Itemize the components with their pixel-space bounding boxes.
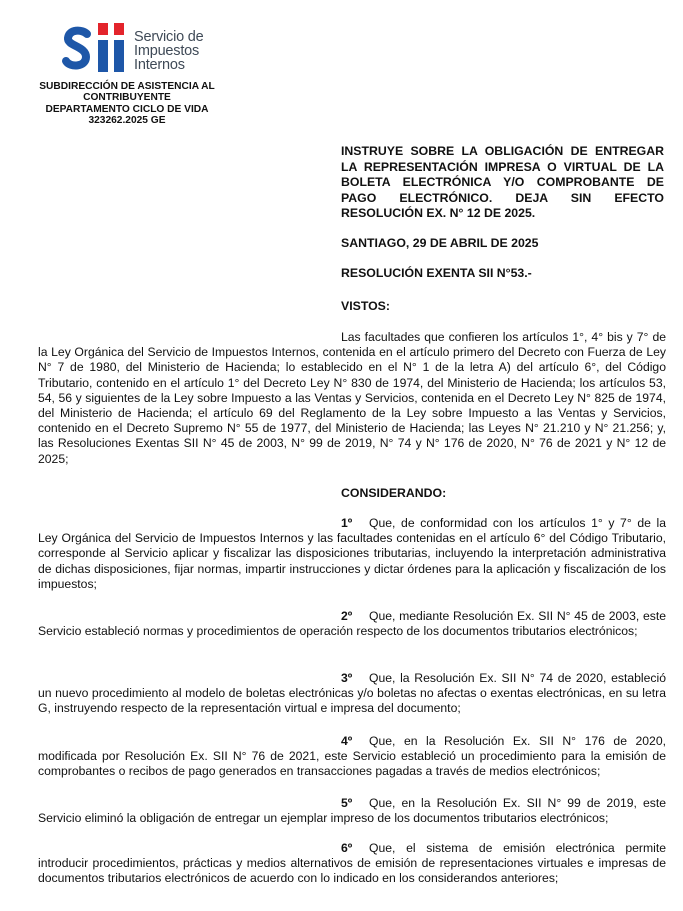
logo-text-line: Servicio de: [134, 29, 204, 45]
vistos-paragraph: Las facultades que confieren los artículos 1°, 4° bis y 7° de la Ley Orgánica del Servicio de Impuestos Internos, contenida en el artículo primero del Decreto con Fuerza de Ley N° 7 de 1980, del Ministerio de Hacienda; lo establecido en el N° 1 de la letra A) del artículo 6°, del Código Tributario, contenido en el artículo 1° del Decreto Ley N° 830 de 1974, del Ministerio de Hacienda; los artículos 53, 54, 56 y siguientes de la Ley sobre Impuesto a las Ventas y Servicios, contenida en el Decreto Ley N° 825 de 1974, del Ministerio de Hacienda; el artículo 69 del Reglamento de la Ley sobre Impuesto a las Ventas y Servicios, contenido en el Decreto Supremo N° 55 de 1977, del Ministerio de Hacienda; las Leyes N° 21.210 y N° 21.256; y, las Resoluciones Exentas SII N° 45 de 2003, N° 99 de 2019, N° 74 y N° 176 de 2020, N° 76 de 2021 y N° 12 de 2025;: [38, 330, 666, 466]
item-text: Que, mediante Resolución Ex. SII N° 45 de 2003, este Servicio estableció normas y procedimientos de operación respecto de los documentos tributarios electrónicos;: [38, 609, 666, 639]
item-number: 2º: [341, 609, 353, 623]
document-code: 323262.2025 GE: [88, 115, 166, 127]
considerando-item: [38, 609, 666, 639]
item-text: Que, de conformidad con los artículos 1° y 7° de la Ley Orgánica del Servicio de Impuestos Internos y las facultades contenidas en el artículo 6° del Código Tributario, corresponde al Servicio aplicar y fiscalizar las disposiciones tributarias, incluyendo la interpretación administrativa de dichas disposiciones, fijar normas, impartir instrucciones y dictar órdenes para la aplicación y fiscalización de los impuestos;: [38, 516, 666, 591]
item-text: Que, en la Resolución Ex. SII N° 99 de 2019, este Servicio eliminó la obligación de entregar un ejemplar impreso de los documentos tributarios electrónicos;: [38, 796, 666, 826]
sii-logo-mark: [60, 20, 130, 78]
item-text: Que, en la Resolución Ex. SII N° 176 de 2020, modificada por Resolución Ex. SII N° 76 de 2021, este Servicio estableció un procedimiento para la emisión de comprobantes o recibos de pago generados en transacciones pagadas a través de medios electrónicos;: [38, 734, 666, 779]
considerando-item: [38, 671, 666, 717]
item-text: Que, el sistema de emisión electrónica permite introducir procedimientos, prácticas y medios alternativos de emisión de representaciones virtuales e impresas de documentos tributarios electrónicos de acuerdo con lo indicado en los considerandos anteriores;: [38, 841, 666, 886]
department-block: [22, 81, 232, 127]
item-number: 1º: [341, 516, 353, 530]
logo-text-line: Impuestos: [134, 43, 200, 59]
department-line: SUBDIRECCIÓN DE ASISTENCIA AL: [39, 81, 215, 92]
item-text: Que, la Resolución Ex. SII N° 74 de 2020, estableció un nuevo procedimiento al modelo de boletas electrónicas y/o boletas no afectas o exentas electrónicas, en su letra G, instruyendo respecto de la representación virtual e impresa del documento;: [38, 671, 666, 716]
considerando-item: [38, 796, 666, 826]
resolution-number: RESOLUCIÓN EXENTA SII N°53.-: [341, 266, 532, 280]
considerando-item: [38, 516, 666, 592]
item-number: 3º: [341, 671, 353, 685]
department-line: DEPARTAMENTO CICLO DE VIDA: [45, 103, 209, 115]
considerando-item: [38, 734, 666, 780]
vistos-heading: VISTOS:: [341, 299, 390, 313]
item-number: 4º: [341, 734, 353, 748]
resolution-title: INSTRUYE SOBRE LA OBLIGACIÓN DE ENTREGAR LA REPRESENTACIÓN IMPRESA O VIRTUAL DE LA BOLETA ELECTRÓNICA Y/O COMPROBANTE DE PAGO ELECTRÓNICO. DEJA SIN EFECTO RESOLUCIÓN EX. N° 12 DE 2025.: [341, 144, 664, 220]
considerando-heading: CONSIDERANDO:: [341, 486, 447, 500]
department-line: CONTRIBUYENTE: [83, 92, 171, 104]
logo-text-line: Internos: [134, 57, 185, 73]
logo-wordmark: [134, 30, 204, 72]
date-line: SANTIAGO, 29 DE ABRIL DE 2025: [341, 236, 539, 250]
item-number: 5º: [341, 796, 353, 810]
sii-logo: [60, 20, 220, 78]
considerando-item: [38, 841, 666, 887]
item-number: 6º: [341, 841, 353, 855]
